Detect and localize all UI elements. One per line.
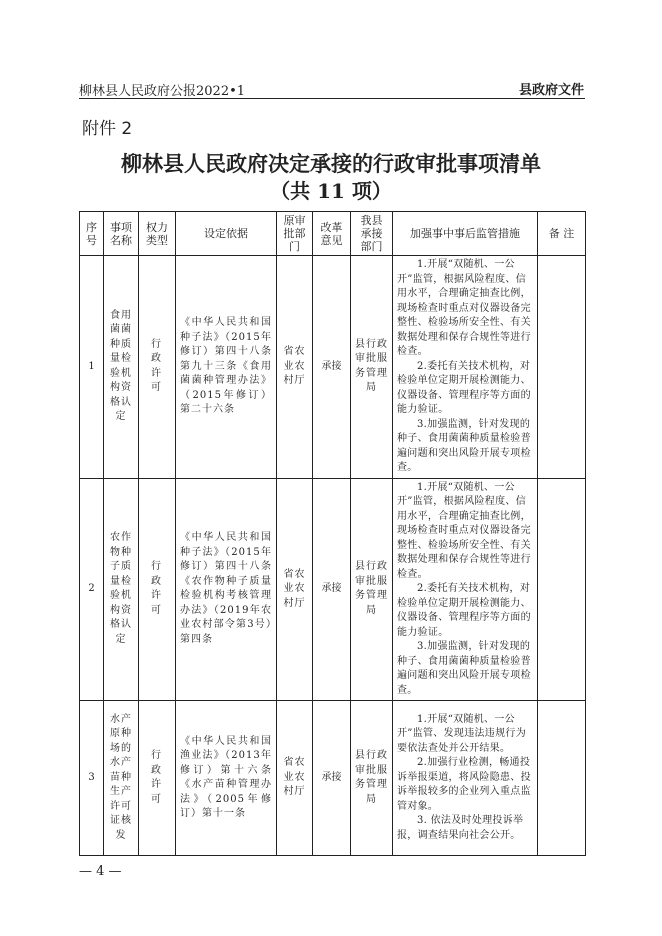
- county-dept: 县行政审批服务管理局: [351, 256, 393, 479]
- county-dept: 县行政审批服务管理局: [351, 701, 393, 856]
- approval-items-table: [79, 211, 586, 856]
- measure-item: 2.委托有关技术机构，对检验单位定期开展检测能力、仪器设备、管理程序等方面的能力验证。: [397, 360, 531, 415]
- attachment-label: 附件 2: [82, 119, 133, 139]
- header-no: 序号: [80, 212, 104, 256]
- measure-item: 3.加强监测，针对发现的种子、食用菌菌种质量检验普遍问题和突出风险开展专项检查。: [397, 641, 531, 696]
- reform-opinion: 承接: [313, 701, 351, 856]
- legal-basis: 《中华人民共和国渔业法》（2013年修订）第十六条《水产苗种管理办法》（2005年修订）第十一条: [176, 701, 277, 856]
- header-measures: 加强事中事后监管措施: [393, 212, 538, 256]
- header-opinion: 改革意见: [313, 212, 351, 256]
- item-name: 水产原种场的水产苗种生产许可证核发: [104, 701, 139, 856]
- legal-basis: 《中华人民共和国种子法》（2015年修订）第四十八条《农作物种子质量检验机构考核管理办法》（2019年农业农村部令第3号）第四条: [176, 478, 277, 701]
- measure-item: 2.委托有关技术机构，对检验单位定期开展检测能力、仪器设备、管理程序等方面的能力验证。: [397, 583, 531, 638]
- measure-item: 1.开展“双随机、一公开”监管，根据风险程度、信用水平，合理确定抽查比例，现场检查时重点对仪器设备完整性、检验场所安全性、有关数据处理和保存合规性等进行检查。: [397, 259, 531, 357]
- item-name: 农作物种子质量检验机构资格认定: [104, 478, 139, 701]
- table-header-row: [80, 212, 586, 256]
- header-orig-dept: 原审批部门: [277, 212, 313, 256]
- remark: [538, 478, 586, 701]
- original-dept: 省农业农村厅: [277, 478, 313, 701]
- supervision-measures: [393, 478, 538, 701]
- item-name: 食用菌菌种质量检验机构资格认定: [104, 256, 139, 479]
- page-subtitle: （共 11 项）: [270, 179, 392, 203]
- supervision-measures: [393, 256, 538, 479]
- measure-item: 2.加强行业检测，畅通投诉举报渠道，将风险隐患、投诉举报较多的企业列入重点监管对象。: [397, 757, 531, 812]
- header-publication: 柳林县人民政府公报2022•1: [79, 84, 246, 99]
- row-number: 3: [80, 701, 104, 856]
- remark: [538, 701, 586, 856]
- supervision-measures: [393, 701, 538, 856]
- header-basis: 设定依据: [176, 212, 277, 256]
- measure-item: 3.加强监测，针对发现的种子、食用菌菌种质量检验普遍问题和突出风险开展专项检查。: [397, 418, 531, 473]
- legal-basis: 《中华人民共和国种子法》（2015年修订）第四十八条 第九十三条《食用菌菌种管理办法》（2015年修订）第二十六条: [176, 256, 277, 479]
- row-number: 1: [80, 256, 104, 479]
- table-row: [80, 701, 586, 856]
- header-divider: [79, 98, 585, 99]
- power-type: 行政许可: [139, 701, 176, 856]
- row-number: 2: [80, 478, 104, 701]
- measure-item: 1.开展“双随机、一公开”监管，根据风险程度、信用水平，合理确定抽查比例，现场检查时重点对仪器设备完整性、检验场所安全性、有关数据处理和保存合规性等进行检查。: [397, 481, 531, 580]
- remark: [538, 256, 586, 479]
- header-remark: 备 注: [538, 212, 586, 256]
- measure-item: 1.开展“双随机、一公开”监管、发现违法违规行为要依法查处并公开结果。: [397, 713, 527, 754]
- header-name: 事项名称: [104, 212, 139, 256]
- original-dept: 省农业农村厅: [277, 701, 313, 856]
- power-type: 行政许可: [139, 256, 176, 479]
- county-dept: 县行政审批服务管理局: [351, 478, 393, 701]
- reform-opinion: 承接: [313, 478, 351, 701]
- table-row: [80, 256, 586, 479]
- header-section: 县政府文件: [518, 83, 584, 98]
- header-type: 权力类型: [139, 212, 176, 256]
- table-row: [80, 478, 586, 701]
- original-dept: 省农业农村厅: [277, 256, 313, 479]
- power-type: 行政许可: [139, 478, 176, 701]
- reform-opinion: 承接: [313, 256, 351, 479]
- measure-item: 3. 依法及时处理投诉举报，调查结果向社会公开。: [397, 815, 524, 841]
- page-title: 柳林县人民政府决定承接的行政审批事项清单: [121, 151, 541, 176]
- header-county-dept: 我县承接部门: [351, 212, 393, 256]
- page-number: — 4 —: [79, 864, 122, 879]
